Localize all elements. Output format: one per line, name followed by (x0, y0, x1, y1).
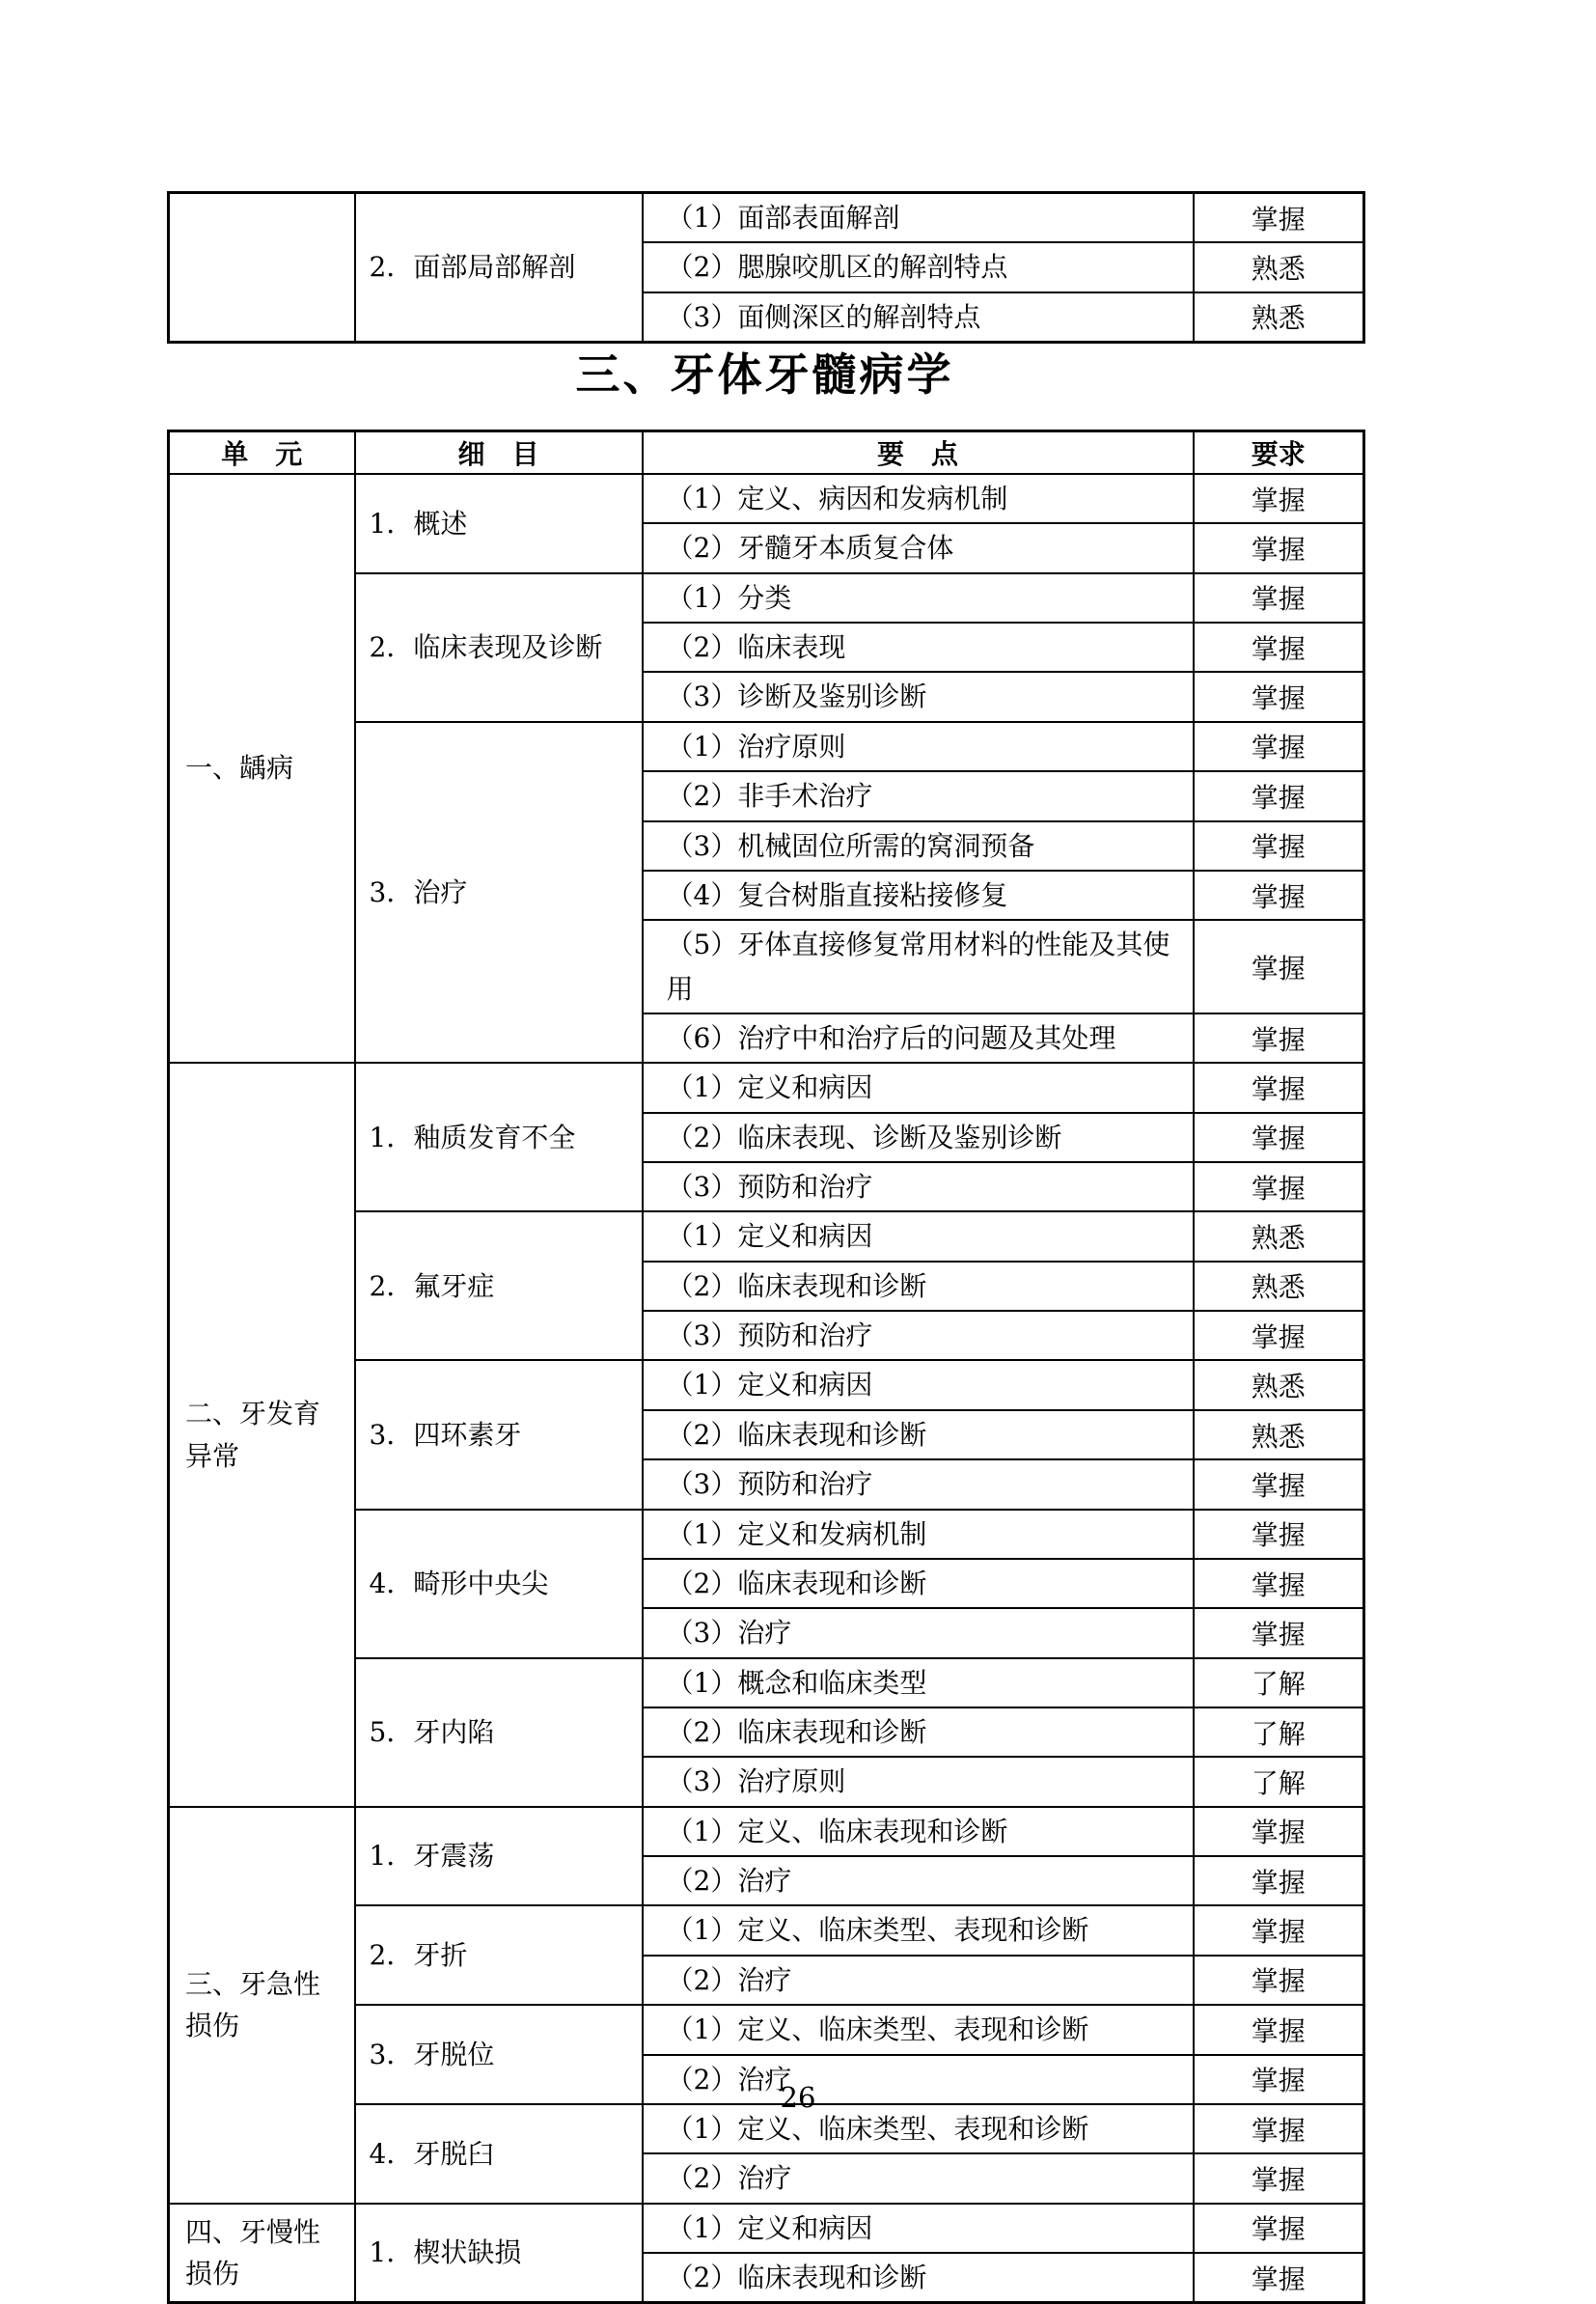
point-cell: （2）临床表现和诊断 (643, 2253, 1194, 2303)
point-cell: （2）临床表现和诊断 (643, 1410, 1194, 1459)
requirement-cell: 掌握 (1194, 1856, 1364, 1905)
point-cell: （2）临床表现、诊断及鉴别诊断 (643, 1113, 1194, 1162)
unit-cell: 三、牙急性损伤 (169, 1807, 355, 2204)
detail-cell: 5．牙内陷 (355, 1658, 643, 1807)
point-cell: （2）治疗 (643, 2153, 1194, 2203)
requirement-cell: 掌握 (1194, 2253, 1364, 2303)
detail-cell: 2．面部局部解剖 (355, 193, 643, 343)
point-cell: （2）临床表现和诊断 (643, 1262, 1194, 1311)
table-row (169, 1063, 1364, 1112)
requirement-cell: 掌握 (1194, 1559, 1364, 1608)
point-cell: （1）定义和病因 (643, 1063, 1194, 1112)
detail-cell: 2．牙折 (355, 1905, 643, 2005)
point-cell: （3）机械固位所需的窝洞预备 (643, 821, 1194, 871)
column-header-detail: 细 目 (355, 431, 643, 475)
requirement-cell: 掌握 (1194, 821, 1364, 871)
point-cell: （2）临床表现 (643, 623, 1194, 672)
point-cell: （3）预防和治疗 (643, 1459, 1194, 1509)
requirement-cell: 掌握 (1194, 1956, 1364, 2005)
point-cell: （1）分类 (643, 573, 1194, 623)
requirement-cell: 了解 (1194, 1757, 1364, 1806)
page-number: 26 (780, 2081, 816, 2114)
requirement-cell: 掌握 (1194, 1807, 1364, 1856)
requirement-cell: 掌握 (1194, 1510, 1364, 1559)
column-header-unit: 单 元 (169, 431, 355, 475)
table-row (169, 193, 1364, 243)
point-cell: （2）非手术治疗 (643, 771, 1194, 820)
point-cell: （1）定义、病因和发病机制 (643, 474, 1194, 523)
detail-cell: 4．牙脱臼 (355, 2104, 643, 2204)
point-cell: （2）治疗 (643, 2055, 1194, 2104)
requirement-cell: 了解 (1194, 1707, 1364, 1757)
point-cell: （3）预防和治疗 (643, 1311, 1194, 1360)
requirement-cell: 掌握 (1194, 623, 1364, 672)
requirement-cell: 掌握 (1194, 1459, 1364, 1509)
detail-cell: 3．治疗 (355, 722, 643, 1064)
point-cell: （2）牙髓牙本质复合体 (643, 523, 1194, 572)
requirement-cell: 熟悉 (1194, 1262, 1364, 1311)
point-cell: （1）概念和临床类型 (643, 1658, 1194, 1707)
requirement-cell: 掌握 (1194, 2153, 1364, 2203)
requirement-cell: 掌握 (1194, 1013, 1364, 1063)
point-cell: （2）临床表现和诊断 (643, 1559, 1194, 1608)
point-cell: （1）定义、临床类型、表现和诊断 (643, 2005, 1194, 2054)
requirement-cell: 掌握 (1194, 2005, 1364, 2054)
requirement-cell: 掌握 (1194, 871, 1364, 920)
point-cell: （4）复合树脂直接粘接修复 (643, 871, 1194, 920)
unit-cell: 二、牙发育异常 (169, 1063, 355, 1806)
detail-cell: 1．牙震荡 (355, 1807, 643, 1906)
requirement-cell: 熟悉 (1194, 1360, 1364, 1409)
requirement-cell: 掌握 (1194, 1311, 1364, 1360)
column-header-requirement: 要求 (1194, 431, 1364, 475)
point-cell: （3）治疗原则 (643, 1757, 1194, 1806)
point-cell: （1）定义、临床类型、表现和诊断 (643, 1905, 1194, 1955)
syllabus-table (167, 430, 1365, 2304)
point-cell: （1）定义、临床类型、表现和诊断 (643, 2104, 1194, 2153)
point-cell: （3）面侧深区的解剖特点 (643, 292, 1194, 343)
point-cell: （2）临床表现和诊断 (643, 1707, 1194, 1757)
point-cell: （2）治疗 (643, 1956, 1194, 2005)
detail-cell: 2．氟牙症 (355, 1211, 643, 1360)
unit-cell: 四、牙慢性损伤 (169, 2204, 355, 2303)
table-row (169, 474, 1364, 523)
table-row (169, 1807, 1364, 1856)
requirement-cell: 掌握 (1194, 672, 1364, 721)
requirement-cell: 熟悉 (1194, 292, 1364, 343)
point-cell: （3）诊断及鉴别诊断 (643, 672, 1194, 721)
requirement-cell: 熟悉 (1194, 1211, 1364, 1261)
point-cell: （2）治疗 (643, 1856, 1194, 1905)
point-cell: （1）面部表面解剖 (643, 193, 1194, 243)
detail-cell: 3．牙脱位 (355, 2005, 643, 2104)
requirement-cell: 熟悉 (1194, 1410, 1364, 1459)
section-title: 三、牙体牙髓病学 (575, 348, 954, 401)
point-cell: （6）治疗中和治疗后的问题及其处理 (643, 1013, 1194, 1063)
requirement-cell: 掌握 (1194, 2204, 1364, 2253)
point-cell: （3）预防和治疗 (643, 1162, 1194, 1211)
unit-cell-empty (169, 193, 355, 343)
point-cell: （1）定义和病因 (643, 1211, 1194, 1261)
requirement-cell: 掌握 (1194, 1608, 1364, 1657)
point-cell: （5）牙体直接修复常用材料的性能及其使用 (643, 920, 1194, 1013)
requirement-cell: 掌握 (1194, 193, 1364, 243)
detail-cell: 4．畸形中央尖 (355, 1510, 643, 1658)
detail-cell: 2．临床表现及诊断 (355, 573, 643, 722)
requirement-cell: 掌握 (1194, 573, 1364, 623)
requirement-cell: 掌握 (1194, 1063, 1364, 1112)
requirement-cell: 掌握 (1194, 474, 1364, 523)
detail-cell: 3．四环素牙 (355, 1360, 643, 1509)
column-header-point: 要 点 (643, 431, 1194, 475)
detail-cell: 1．楔状缺损 (355, 2204, 643, 2303)
requirement-cell: 掌握 (1194, 2055, 1364, 2104)
continuation-table (167, 191, 1365, 344)
table-row (169, 2204, 1364, 2253)
requirement-cell: 掌握 (1194, 920, 1364, 1013)
requirement-cell: 掌握 (1194, 722, 1364, 771)
point-cell: （1）定义和病因 (643, 2204, 1194, 2253)
point-cell: （3）治疗 (643, 1608, 1194, 1657)
requirement-cell: 熟悉 (1194, 242, 1364, 291)
requirement-cell: 掌握 (1194, 1905, 1364, 1955)
requirement-cell: 掌握 (1194, 1162, 1364, 1211)
point-cell: （1）定义和病因 (643, 1360, 1194, 1409)
point-cell: （2）腮腺咬肌区的解剖特点 (643, 242, 1194, 291)
requirement-cell: 掌握 (1194, 1113, 1364, 1162)
requirement-cell: 掌握 (1194, 2104, 1364, 2153)
detail-cell: 1．釉质发育不全 (355, 1063, 643, 1211)
requirement-cell: 掌握 (1194, 771, 1364, 820)
point-cell: （1）治疗原则 (643, 722, 1194, 771)
requirement-cell: 了解 (1194, 1658, 1364, 1707)
unit-cell: 一、龋病 (169, 474, 355, 1063)
requirement-cell: 掌握 (1194, 523, 1364, 572)
detail-cell: 1．概述 (355, 474, 643, 573)
point-cell: （1）定义、临床表现和诊断 (643, 1807, 1194, 1856)
table-header-row (169, 431, 1364, 475)
point-cell: （1）定义和发病机制 (643, 1510, 1194, 1559)
